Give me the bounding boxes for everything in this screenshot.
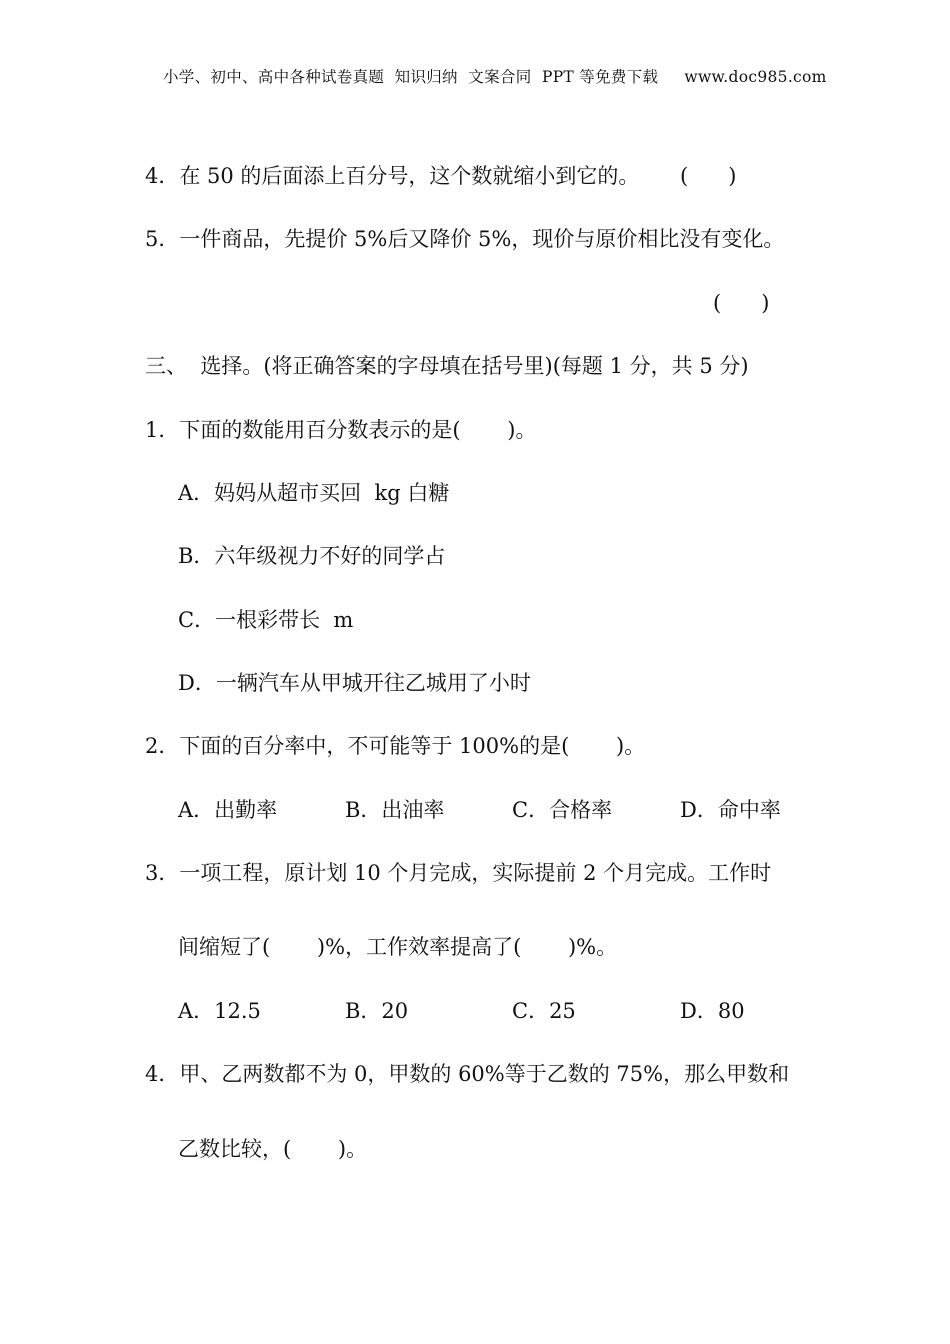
question-1-option-c: C．一根彩带长 m: [178, 608, 354, 632]
question-2-option-c: C．合格率: [512, 798, 613, 822]
question-1-option-b: B．六年级视力不好的同学占: [178, 544, 446, 568]
judgement-4: 4．在 50 的后面添上百分号，这个数就缩小到它的。: [145, 164, 640, 188]
question-1: 1．下面的数能用百分数表示的是( )。: [145, 418, 537, 442]
answer-paren-j4: ( ): [680, 164, 737, 188]
question-2-option-d: D．命中率: [680, 798, 781, 822]
judgement-5: 5．一件商品，先提价 5%后又降价 5%，现价与原价相比没有变化。: [145, 227, 785, 251]
question-2: 2．下面的百分率中，不可能等于 100%的是( )。: [145, 734, 646, 758]
question-3-option-a: A．12.5: [178, 999, 261, 1023]
question-3-option-b: B．20: [345, 999, 409, 1023]
question-3-option-d: D．80: [680, 999, 745, 1023]
question-1-option-a: A．妈妈从超市买回 kg 白糖: [178, 481, 450, 505]
question-3-option-c: C．25: [512, 999, 576, 1023]
question-2-option-b: B．出油率: [345, 798, 445, 822]
question-3: 3．一项工程，原计划 10 个月完成，实际提前 2 个月完成。工作时: [145, 861, 772, 885]
question-4: 4．甲、乙两数都不为 0，甲数的 60%等于乙数的 75%，那么甲数和: [145, 1062, 790, 1086]
section-3-heading: 三、 选择。(将正确答案的字母填在括号里)(每题 1 分，共 5 分): [145, 354, 749, 378]
page-header: 小学、初中、高中各种试卷真题 知识归纳 文案合同 PPT 等免费下载 www.doc985.com: [163, 68, 827, 86]
question-2-option-a: A．出勤率: [178, 798, 278, 822]
answer-paren-j5: ( ): [713, 291, 770, 315]
question-1-option-d: D．一辆汽车从甲城开往乙城用了小时: [178, 671, 531, 695]
question-4-continued: 乙数比较，( )。: [178, 1137, 368, 1161]
question-3-continued: 间缩短了( )%，工作效率提高了( )%。: [178, 935, 618, 959]
